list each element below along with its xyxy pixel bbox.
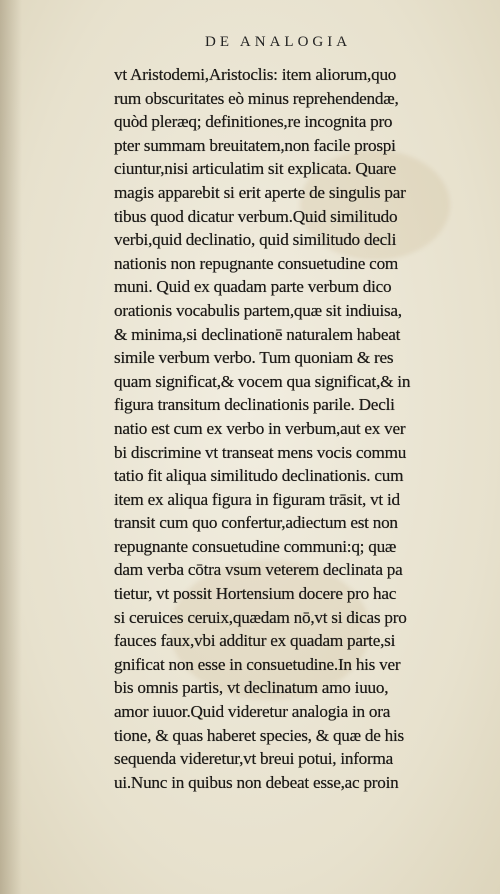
running-header: DE ANALOGIA [205,34,352,50]
text-line: sequenda videretur,vt breui potui, informa [114,749,394,769]
text-line: ciuntur,nisi articulatim sit explicata. Quare [114,159,397,179]
text-line: tibus quod dicatur verbum.Quid similitudo [114,206,398,226]
gutter-shadow [0,0,22,894]
text-line: natio est cum ex verbo in verbum,aut ex ver [114,418,406,438]
text-line: amor iuuor.Quid videretur analogia in ora [114,702,391,722]
text-line: quam significat,& vocem qua significat,& in [114,371,411,391]
text-line: rum obscuritates eò minus reprehendendæ, [114,88,399,108]
text-line: pter summam breuitatem,non facile prospi [114,135,396,155]
text-line: verbi,quid declinatio, quid similitudo decli [114,230,397,250]
text-line: tatio fit aliqua similitudo declinationis. cum [114,466,404,486]
text-line: orationis vocabulis partem,quæ sit indiuisa, [114,300,402,320]
text-line: transit cum quo confertur,adiectum est non [114,513,398,533]
text-line: bi discrimine vt transeat mens vocis commu [114,442,407,462]
text-line: vt Aristodemi,Aristoclis: item aliorum,quo [114,65,397,84]
text-line: si ceruices ceruix,quædam nō,vt si dicas pro [114,607,407,627]
text-line: tietur, vt possit Hortensium docere pro hac [114,584,397,604]
text-line: figura transitum declinationis parile. Decli [114,395,395,415]
text-line: bis omnis partis, vt declinatum amo iuuo, [114,678,389,698]
text-line: fauces faux,vbi additur ex quadam parte,si [114,631,396,651]
text-line: dam verba cōtra vsum veterem declinata pa [114,560,403,580]
text-line: magis apparebit si erit aperte de singulis par [114,182,406,202]
text-line: quòd pleræq; definitiones,re incognita pro [114,112,393,132]
body-text [114,63,490,794]
text-line: tione, & quas haberet species, & quæ de his [114,725,404,745]
text-line: & minima,si declinationē naturalem habeat [114,324,401,344]
text-line: simile verbum verbo. Tum quoniam & res [114,348,394,368]
text-line: muni. Quid ex quadam parte verbum dico [114,277,392,297]
text-line: gnificat non esse in consuetudine.In his ver [114,654,401,674]
text-line: repugnante consuetudine communi:q; quæ [114,536,397,556]
text-line: nationis non repugnante consuetudine com [114,253,399,273]
text-line: item ex aliqua figura in figuram trāsit, vt id [114,489,400,509]
text-line: ui.Nunc in quibus non debeat esse,ac proin [114,772,399,792]
